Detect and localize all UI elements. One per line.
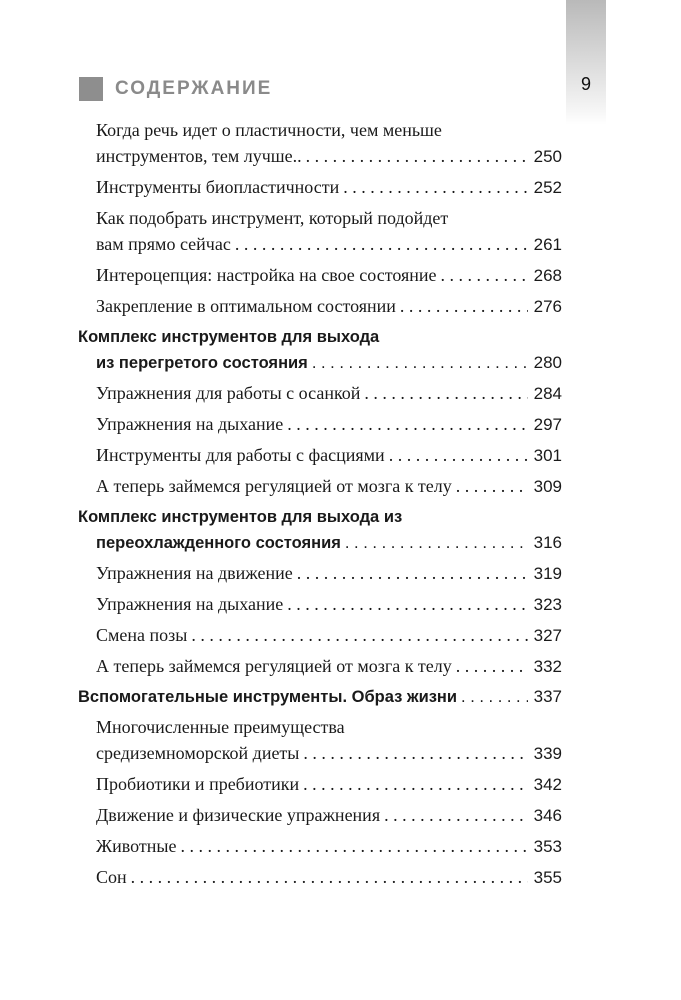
toc-entry-title: Инструменты для работы с фасциями [96, 445, 385, 465]
toc-entry-title: Пробиотики и пребиотики [96, 774, 300, 794]
toc-page-number: 353 [533, 837, 562, 856]
toc-entry-title: Упражнения на дыхание [96, 414, 284, 434]
toc-entry [78, 442, 562, 469]
toc-entry [78, 833, 562, 860]
toc-page-number: 252 [533, 178, 562, 197]
toc-entry-title: Животные [96, 836, 177, 856]
toc-chapter [78, 324, 562, 376]
dot-leader [287, 591, 527, 617]
toc-page-number: 268 [533, 266, 562, 285]
dot-leader [312, 350, 528, 376]
toc-entry-title: Инструменты биопластичности [96, 177, 340, 197]
toc-page-number: 332 [533, 657, 562, 676]
toc-entry-title: Интероцепция: настройка на свое состояние [96, 265, 437, 285]
toc-chapter-title: Вспомогательные инструменты. Образ жизни [78, 688, 458, 706]
toc-entry [78, 591, 562, 618]
section-title: СОДЕРЖАНИЕ [115, 78, 273, 99]
header-square-marker [79, 77, 103, 101]
toc-entry [78, 293, 562, 320]
dot-leader [343, 174, 527, 200]
toc-page-number: 261 [533, 235, 562, 254]
toc-entry [78, 802, 562, 829]
toc-entry [78, 117, 562, 170]
toc-entry [78, 411, 562, 438]
toc-entry [78, 771, 562, 798]
toc-entry-title: Закрепление в оптимальном состоянии [96, 296, 396, 316]
toc-entry-title-line2: инструментов, тем лучше.. [96, 146, 302, 166]
toc-page-number: 316 [533, 533, 562, 552]
toc-entry [78, 262, 562, 289]
toc-entry-title-line2: вам прямо сейчас [96, 234, 231, 254]
toc-chapter-title-line2: переохлажденного состояния [96, 534, 341, 552]
toc-page-number: 284 [533, 384, 562, 403]
dot-leader [364, 380, 527, 406]
toc-chapter-title-line1: Комплекс инструментов для выхода [78, 328, 380, 346]
toc-page-number: 309 [533, 477, 562, 496]
toc-entry [78, 714, 562, 767]
toc-entry-title-line1: Как подобрать инструмент, который подойдет [96, 208, 449, 228]
toc-page-number: 327 [533, 626, 562, 645]
toc-entry-title-line1: Когда речь идет о пластичности, чем меньше [96, 120, 442, 140]
toc-page-number: 337 [533, 687, 562, 706]
toc-entry [78, 380, 562, 407]
toc-page-number: 250 [533, 147, 562, 166]
toc-chapter-title-line2: из перегретого состояния [96, 354, 308, 372]
toc-entry-title: Движение и физические упражнения [96, 805, 381, 825]
toc-entry [78, 864, 562, 891]
toc-page-number: 276 [533, 297, 562, 316]
toc-page-number: 297 [533, 415, 562, 434]
toc-chapter [78, 684, 562, 710]
toc-page-number: 323 [533, 595, 562, 614]
toc-entry-title: Упражнения на дыхание [96, 594, 284, 614]
toc-chapter-title-line1: Комплекс инструментов для выхода из [78, 508, 403, 526]
section-header [79, 76, 272, 102]
dot-leader [400, 293, 528, 319]
dot-leader [384, 802, 528, 828]
toc-entry-title: Упражнения для работы с осанкой [96, 383, 361, 403]
toc-page-number: 319 [533, 564, 562, 583]
dot-leader [345, 530, 528, 556]
dot-leader [306, 143, 528, 169]
dot-leader [441, 262, 528, 288]
table-of-contents [78, 117, 562, 895]
dot-leader [389, 442, 528, 468]
dot-leader [287, 411, 527, 437]
dot-leader [131, 864, 528, 890]
toc-chapter [78, 504, 562, 556]
dot-leader [191, 622, 527, 648]
toc-page-number: 301 [533, 446, 562, 465]
toc-entry [78, 174, 562, 201]
toc-entry [78, 560, 562, 587]
toc-entry-title: А теперь займемся регуляцией от мозга к телу [96, 476, 452, 496]
dot-leader [235, 231, 528, 257]
toc-entry [78, 205, 562, 258]
dot-leader [461, 684, 528, 710]
toc-entry [78, 473, 562, 500]
toc-page-number: 280 [533, 353, 562, 372]
toc-page-number: 342 [533, 775, 562, 794]
dot-leader [297, 560, 528, 586]
toc-entry-title: А теперь займемся регуляцией от мозга к телу [96, 656, 452, 676]
dot-leader [456, 473, 528, 499]
page-tab [566, 0, 606, 125]
dot-leader [456, 653, 528, 679]
toc-page-number: 339 [533, 744, 562, 763]
dot-leader [180, 833, 527, 859]
toc-entry-title: Смена позы [96, 625, 188, 645]
page-number: 9 [580, 74, 591, 94]
dot-leader [303, 771, 528, 797]
toc-page-number: 355 [533, 868, 562, 887]
dot-leader [303, 740, 527, 766]
toc-page-number: 346 [533, 806, 562, 825]
toc-entry [78, 622, 562, 649]
toc-entry-title: Сон [96, 867, 127, 887]
toc-entry [78, 653, 562, 680]
toc-entry-title-line1: Многочисленные преимущества [96, 717, 345, 737]
toc-entry-title-line2: средиземноморской диеты [96, 743, 300, 763]
toc-entry-title: Упражнения на движение [96, 563, 293, 583]
